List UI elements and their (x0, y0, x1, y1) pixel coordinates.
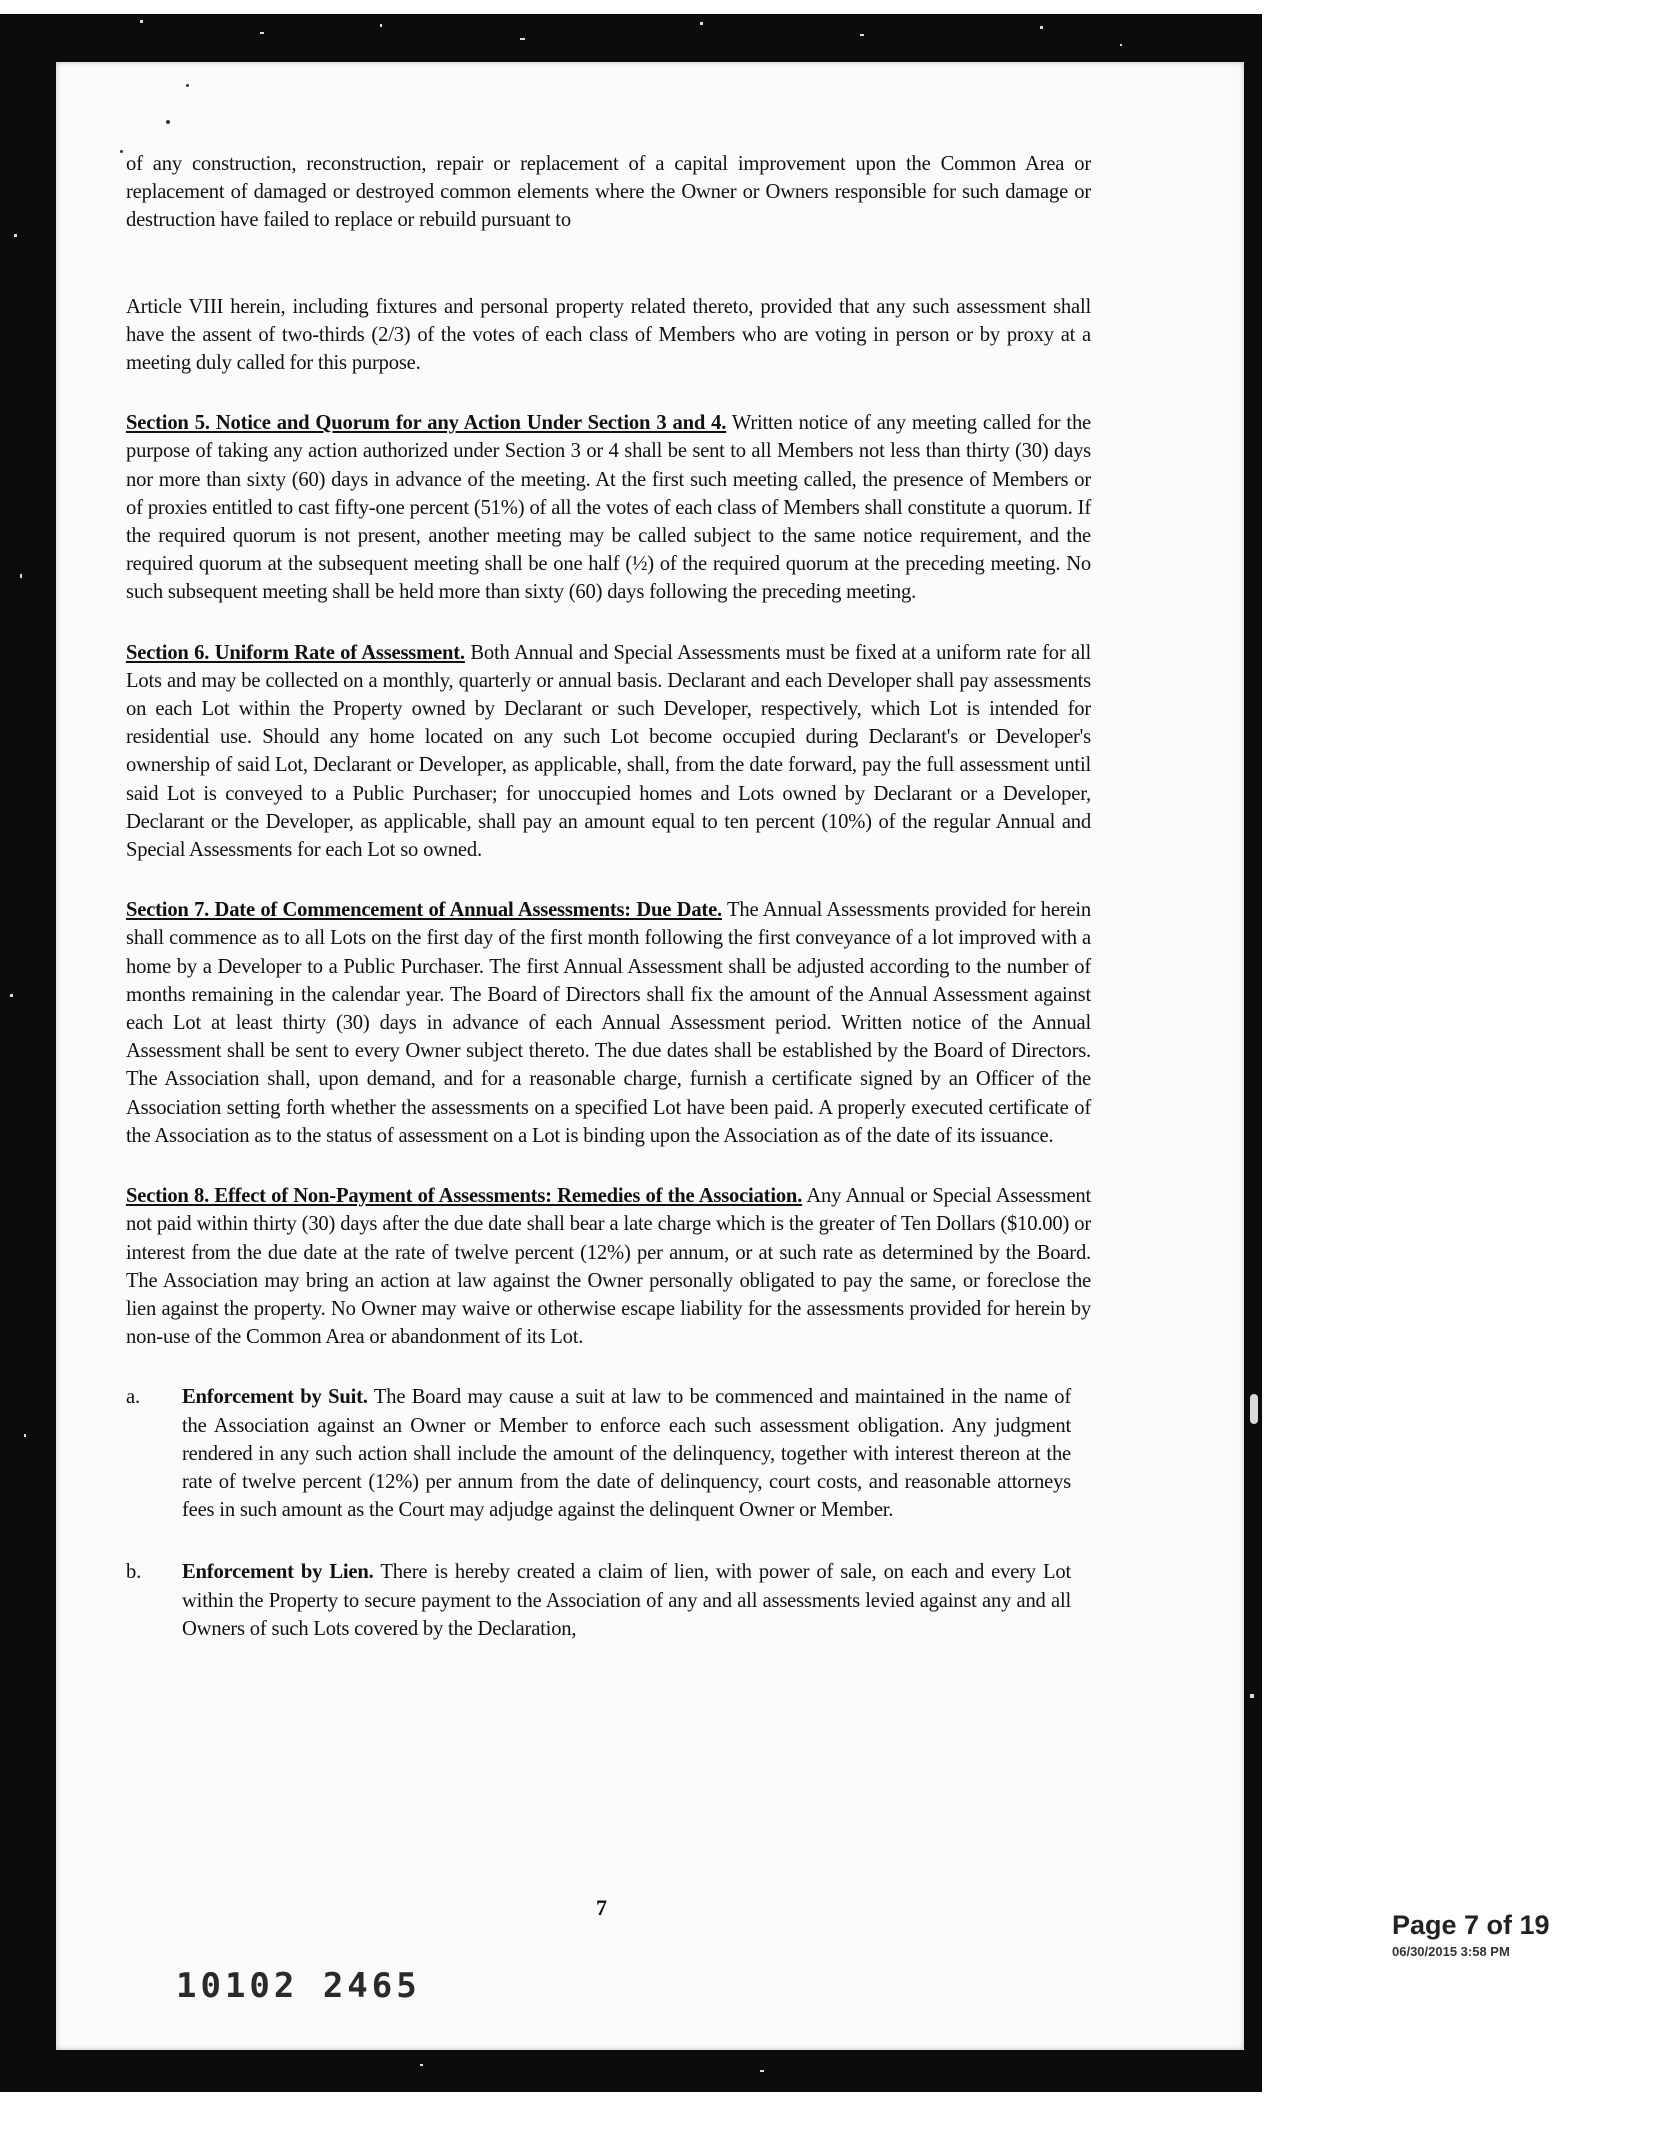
subsection-b (126, 1558, 1091, 1643)
page-counter: Page 7 of 19 (1392, 1910, 1550, 1940)
subsection-b-letter: b. (126, 1561, 142, 1584)
scan-speck (166, 120, 170, 124)
section-5-body: Written notice of any meeting called for the purpose of taking any action authorized under Section 3 or 4 shall be sent to all Members not less than thirty (30) days nor more than sixty (60) days in advance of the meeting. At the first such meeting called, the presence of Members or of proxies entitled to cast fifty-one percent (51%) of all the votes of each class of Members shall constitute a quorum. If the required quorum is not present, another meeting may be called subject to the same notice requirement, and the required quorum at the subsequent meeting shall be one half (½) of the required quorum at the preceding meeting. No such subsequent meeting shall be held more than sixty (60) days following the preceding meeting. (126, 412, 1091, 604)
section-8-paragraph (126, 1182, 1091, 1351)
subsection-b-body: There is hereby created a claim of lien, with power of sale, on each and every Lot within the Property to secure payment to the Association of any and all assessments levied against any and all Owners of such Lots covered by the Declaration, (182, 1561, 1071, 1640)
subsection-a-body: The Board may cause a suit at law to be commenced and maintained in the name of the Association against an Owner or Member to enforce each such assessment obligation. Any judgment rendered in any such action shall include the amount of the delinquency, together with interest thereon at the rate of twelve percent (12%) per annum from the date of delinquency, court costs, and reasonable attorneys fees in such amount as the Court may adjudge against the delinquent Owner or Member. (182, 1386, 1071, 1522)
print-timestamp: 06/30/2015 3:58 PM (1392, 1944, 1510, 1959)
section-7-heading: Section 7. Date of Commencement of Annual Assessments: Due Date. (126, 899, 722, 922)
section-7-paragraph (126, 896, 1091, 1150)
section-6-paragraph (126, 639, 1091, 865)
subsection-a-title: Enforcement by Suit. (182, 1386, 368, 1409)
document-body (126, 150, 1091, 1677)
continuation-paragraph: of any construction, reconstruction, repair or replacement of a capital improvement upon the Common Area or replacement of damaged or destroyed common elements where the Owner or Owners responsible for such damage or destruction have failed to replace or rebuild pursuant to (126, 153, 1091, 232)
section-6-body: Both Annual and Special Assessments must be fixed at a uniform rate for all Lots and may be collected on a monthly, quarterly or annual basis. Declarant and each Developer shall pay assessments on each Lot within the Property owned by Declarant or such Developer, respectively, which Lot is intended for residential use. Should any home located on any such Lot become occupied during Declarant's or Developer's ownership of said Lot, Declarant or Developer, as applicable, shall, from the date forward, pay the full assessment until said Lot is conveyed to a Public Purchaser; for unoccupied homes and Lots owned by Declarant or a Developer, Declarant or the Developer, as applicable, shall pay an amount equal to ten percent (10%) of the regular Annual and Special Assessments for each Lot so owned. (126, 641, 1091, 862)
section-6-heading: Section 6. Uniform Rate of Assessment. (126, 641, 465, 664)
subsection-a (126, 1383, 1091, 1524)
article-paragraph: Article VIII herein, including fixtures and personal property related thereto, provided that any such assessment shall have the assent of two-thirds (2/3) of the votes of each class of Members who are voting in person or by proxy at a meeting duly called for this purpose. (126, 295, 1091, 375)
scan-speck (120, 150, 123, 153)
recording-stamp: 10102 2465 (176, 1966, 421, 2006)
page-number: 7 (596, 1895, 607, 1920)
section-8-body: Any Annual or Special Assessment not paid within thirty (30) days after the due date shall bear a late charge which is the greater of Ten Dollars ($10.00) or interest from the due date at the rate of twelve percent (12%) per annum, or at such rate as determined by the Board. The Association may bring an action at law against the Owner personally obligated to pay the same, or foreclose the lien against the property. No Owner may waive or otherwise escape liability for the assessments provided for herein by non-use of the Common Area or abandonment of its Lot. (126, 1185, 1091, 1349)
subsection-b-title: Enforcement by Lien. (182, 1561, 374, 1584)
section-8-heading: Section 8. Effect of Non-Payment of Assessments: Remedies of the Association. (126, 1185, 803, 1208)
subsection-a-letter: a. (126, 1386, 140, 1409)
section-7-body: The Annual Assessments provided for herein shall commence as to all Lots on the first day of the first month following the first conveyance of a lot improved with a home by a Developer to a Public Purchaser. The first Annual Assessment shall be adjusted according to the number of months remaining in the calendar year. The Board of Directors shall fix the amount of the Annual Assessment against each Lot at least thirty (30) days in advance of each Annual Assessment period. Written notice of the Annual Assessment shall be sent to every Owner subject thereto. The due dates shall be established by the Board of Directors. The Association shall, upon demand, and for a reasonable charge, furnish a certificate signed by an Officer of the Association setting forth whether the assessments on a specified Lot have been paid. A properly executed certificate of the Association as to the status of assessment on a Lot is binding upon the Association as of the date of its issuance. (126, 899, 1091, 1147)
scan-speck (186, 84, 189, 87)
section-5-paragraph (126, 409, 1091, 606)
section-5-heading: Section 5. Notice and Quorum for any Action Under Section 3 and 4. (126, 412, 727, 435)
